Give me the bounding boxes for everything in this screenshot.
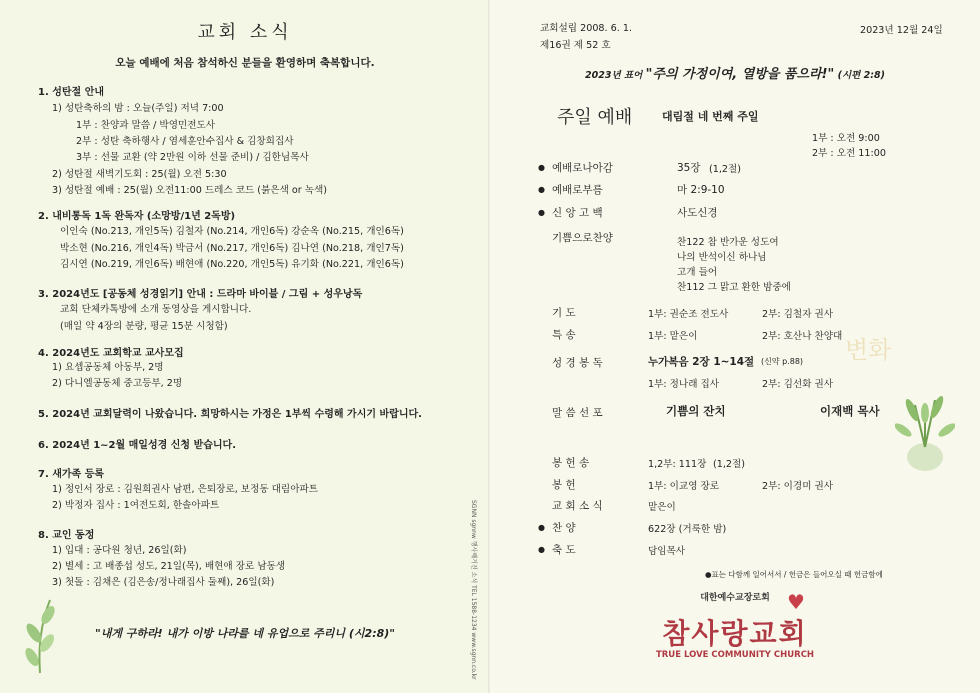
prayer-2: 2부: 김철자 권사 (762, 309, 834, 320)
denomination: 대한예수교장로회 (700, 593, 770, 603)
order-label: 신 앙 고 백 (552, 207, 603, 219)
news-heading: 7. 새가족 등록 (38, 469, 105, 480)
scripture-passage: 누가복음 2장 1~14절 (648, 356, 755, 368)
service-subtitle: 대림절 네 번째 주일 (662, 110, 759, 123)
hymn-label: 찬 양 (552, 522, 576, 534)
news-line: 3) 성탄절 예배 : 25(월) 오전11:00 드레스 코드 (붉은색 or 녹색) (52, 185, 328, 196)
closing-hymn: 622장 (거룩한 밤) (648, 524, 727, 535)
news-heading: 5. 2024년 교회달력이 나왔습니다. 희망하시는 가정은 1부씩 수령해 가시기 바랍니다. (38, 409, 422, 420)
news-title: 교회 소식 (197, 22, 293, 43)
plant-pot-icon (895, 385, 955, 475)
announcements-label: 교 회 소 식 (552, 500, 603, 512)
offering-song: 1,2부: 111장 (648, 459, 707, 470)
special-1: 1부: 맡은이 (648, 331, 698, 342)
stand-bullet: ● (538, 523, 545, 532)
reader-2: 2부: 김선화 권사 (762, 379, 834, 390)
yearly-theme (490, 63, 980, 82)
offering-2: 2부: 이경미 권사 (762, 481, 834, 492)
bulletin-date: 2023년 12월 24일 (860, 25, 943, 36)
stand-bullet: ● (538, 545, 545, 554)
sermon-label: 말 씀 선 포 (552, 407, 603, 419)
service-time-1: 1부 : 오전 9:00 (812, 133, 880, 144)
theme-prefix: 2023년 표어 (585, 70, 643, 81)
welcome-message: 오늘 예배에 처음 참석하신 분들을 환영하며 축복합니다. (115, 57, 375, 69)
theme-text: "주의 가정이여, 열방을 품으라!" (645, 67, 835, 82)
news-line: 2) 다니엘공동체 중고등부, 2명 (52, 378, 183, 389)
order-value: 사도신경 (677, 207, 718, 219)
praise-song: 찬122 참 반가운 성도여 (677, 237, 779, 248)
announcements-leader: 맡은이 (648, 502, 676, 513)
news-line: 교회 단체카톡방에 소개 동영상을 게시합니다. (60, 304, 252, 315)
church-name-english: TRUE LOVE COMMUNITY CHURCH (655, 650, 815, 660)
benediction: 담임목사 (648, 546, 686, 557)
news-line: 1) 성탄축하의 밤 : 오늘(주일) 저녁 7:00 (52, 103, 224, 114)
order-label: 예배로나아감 (552, 162, 613, 174)
offering-verse: (1,2절) (713, 459, 746, 470)
news-heading: 1. 성탄절 안내 (38, 87, 105, 98)
news-heading: 2. 내비통독 1독 완독자 (소망방/1년 2독방) (38, 211, 236, 222)
heart-logo-icon: ♥ (787, 590, 805, 614)
news-heading: 6. 2024년 1~2월 매일성경 신청 받습니다. (38, 440, 237, 451)
news-line: 2) 박정자 집사 : 1여전도회, 한솔아파트 (52, 500, 220, 511)
news-line: 2) 성탄절 새벽기도회 : 25(월) 오전 5:30 (52, 169, 227, 180)
news-line: 3) 첫돌 : 김채은 (김은송/정나래집사 둘째), 26일(화) (52, 577, 275, 588)
offering-1: 1부: 이교영 장로 (648, 481, 720, 492)
news-line: (매일 약 4장의 분량, 평균 15분 시청함) (60, 321, 228, 332)
news-line: 1) 정인서 장로 : 김원희권사 남편, 은퇴장로, 보정동 대림아파트 (52, 484, 318, 495)
news-line: 이인숙 (No.213, 개인5독) 김철자 (No.214, 개인6독) 강순옥 (No.215, 개인6독) (60, 226, 404, 237)
prayer-1: 1부: 권순조 전도사 (648, 309, 729, 320)
news-line: 박소현 (No.216, 개인4독) 박금서 (No.217, 개인6독) 김나연 (No.218, 개인7독) (60, 243, 404, 254)
order-note: (1,2절) (709, 164, 742, 175)
news-line: 김시연 (No.219, 개인6독) 배현애 (No.220, 개인5독) 유기화 (No.221, 개인6독) (60, 259, 404, 270)
praise-song: 고개 들어 (677, 267, 718, 278)
scripture-label: 성 경 봉 독 (552, 357, 603, 369)
stand-bullet: ● (538, 185, 545, 194)
scripture-page: (신약 p.88) (761, 357, 804, 366)
volume-number: 제16권 제 52 호 (540, 40, 611, 51)
praise-song: 찬112 그 맑고 환한 밤중에 (677, 282, 791, 293)
order-value: 마 2:9-10 (677, 184, 725, 196)
special-2: 2부: 호산나 찬양대 (762, 331, 843, 342)
service-time-2: 2부 : 오전 11:00 (812, 148, 886, 159)
stand-bullet: ● (538, 208, 545, 217)
special-label: 특 송 (552, 329, 576, 341)
news-line: 2부 : 성탄 축하행사 / 염세훈안수집사 & 김창희집사 (76, 136, 294, 147)
order-label: 예배로부름 (552, 184, 603, 196)
praise-song: 나의 반석이신 하나님 (677, 252, 767, 263)
church-name: 참사랑교회 (662, 617, 808, 650)
benediction-label: 축 도 (552, 544, 576, 556)
reader-1: 1부: 정나래 집사 (648, 379, 720, 390)
news-line: 1) 입대 : 공다원 청년, 26일(화) (52, 545, 187, 556)
news-heading: 3. 2024년도 [공동체 성경읽기] 안내 : 드라마 바이블 / 그림 + 성우낭독 (38, 289, 363, 300)
preacher: 이재백 목사 (820, 404, 880, 418)
news-line: 1) 요셉공동체 아동부, 2명 (52, 362, 164, 373)
news-line: 1부 : 찬양과 말씀 / 박영민전도사 (76, 120, 216, 131)
news-heading: 4. 2024년도 교회학교 교사모집 (38, 348, 184, 359)
service-title: 주일 예배 (557, 107, 633, 128)
footnote: ●표는 다함께 일어서서 / 헌금은 들어오실 때 헌금함에 (705, 570, 883, 579)
news-line: 3부 : 선물 교환 (약 2만원 이하 선물 준비) / 김한님목사 (76, 152, 309, 163)
order-value: 35장 (677, 162, 701, 174)
watermark-calligraphy: 변화 (845, 336, 892, 364)
sermon-title: 기쁨의 잔치 (666, 404, 726, 418)
offering-label: 봉 헌 (552, 479, 576, 491)
offering-song-label: 봉 헌 송 (552, 457, 590, 469)
right-page (490, 0, 980, 693)
news-heading: 8. 교인 동정 (38, 530, 95, 541)
theme-reference: (시편 2:8) (837, 70, 885, 81)
news-line: 2) 별세 : 고 배종섭 성도, 21일(목), 배현애 장로 남동생 (52, 561, 286, 572)
founded-date: 교회설립 2008. 6. 1. (540, 23, 632, 34)
stand-bullet: ● (538, 163, 545, 172)
praise-label: 기쁨으로찬양 (552, 232, 613, 244)
prayer-label: 기 도 (552, 307, 576, 319)
print-note: SGNN sgnnw 행사매거진 소식 TEL 1588-1234 www.sgnn.co.kr (470, 500, 477, 680)
verse: "내게 구하라! 내가 이방 나라를 네 유업으로 주리니 (시2:8)" (94, 627, 396, 640)
